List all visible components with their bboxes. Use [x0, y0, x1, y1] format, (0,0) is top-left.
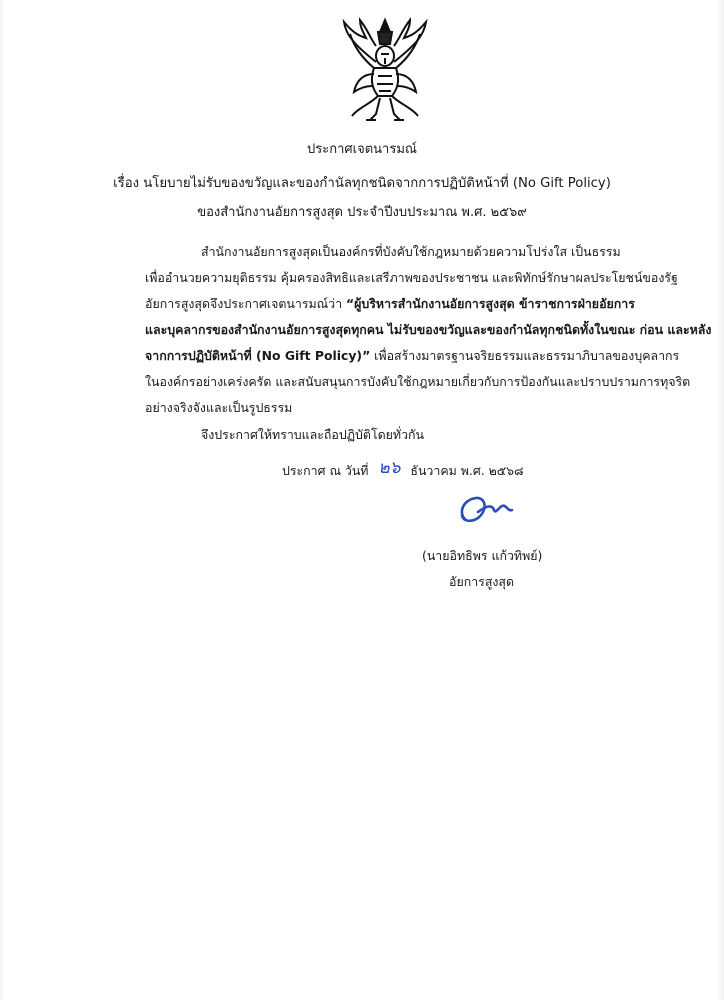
body-line-7: อย่างจริงจังและเป็นรูปธรรม: [145, 400, 293, 415]
notify-line: จึงประกาศให้ทราบและถือปฏิบัติโดยทั่วกัน: [201, 427, 425, 442]
body-line-1: สำนักงานอัยการสูงสุดเป็นองค์กรที่บังคับใช้กฎหมายด้วยความโปร่งใส เป็นธรรม: [201, 244, 621, 259]
body-line-5-plain: เพื่อสร้างมาตรฐานจริยธรรมและธรรมาภิบาลของบุคลากร: [370, 348, 680, 363]
date-day-handwritten: ๒๖: [378, 458, 401, 478]
policy-statement-middle: และบุคลากรของสำนักงานอัยการสูงสุดทุกคน ไม่รับของขวัญและของกำนัลทุกชนิดทั้งในขณะ ก่อน และหลัง: [145, 322, 712, 337]
body-line-6: ในองค์กรอย่างเคร่งครัด และสนับสนุนการบังคับใช้กฎหมายเกี่ยวกับการป้องกันและปราบปรามการทุจริต: [145, 374, 691, 389]
body-line-5: [145, 347, 679, 366]
date-line: [282, 456, 524, 483]
policy-statement-start: “ผู้บริหารสำนักงานอัยการสูงสุด ข้าราชการฝ่ายอัยการ: [346, 296, 635, 311]
garuda-emblem-icon: [336, 16, 434, 126]
date-prefix: ประกาศ ณ วันที่: [282, 463, 369, 478]
announcement-scope: ของสำนักงานอัยการสูงสุด ประจำปีงบประมาณ พ.ศ. ๒๕๖๙: [197, 205, 527, 220]
body-line-3: [145, 295, 635, 314]
announcement-subject: เรื่อง นโยบายไม่รับของขวัญและของกำนัลทุกชนิดจากการปฏิบัติหน้าที่ (No Gift Policy): [113, 176, 611, 191]
body-line-3-plain: อัยการสูงสุดจึงประกาศเจตนารมณ์ว่า: [145, 296, 346, 311]
announcement-title: ประกาศเจตนารมณ์: [307, 142, 417, 157]
policy-statement-end: จากการปฏิบัติหน้าที่ (No Gift Policy)”: [145, 348, 371, 363]
date-suffix: ธันวาคม พ.ศ. ๒๕๖๘: [410, 463, 524, 478]
signature-icon: [452, 490, 522, 530]
signer-position: อัยการสูงสุด: [449, 574, 515, 589]
body-line-2: เพื่ออำนวยความยุติธรรม คุ้มครองสิทธิและเสรีภาพของประชาชน และพิทักษ์รักษาผลประโยชน์ของรัฐ: [145, 270, 678, 285]
signer-name: (นายอิทธิพร แก้วทิพย์): [422, 548, 543, 563]
